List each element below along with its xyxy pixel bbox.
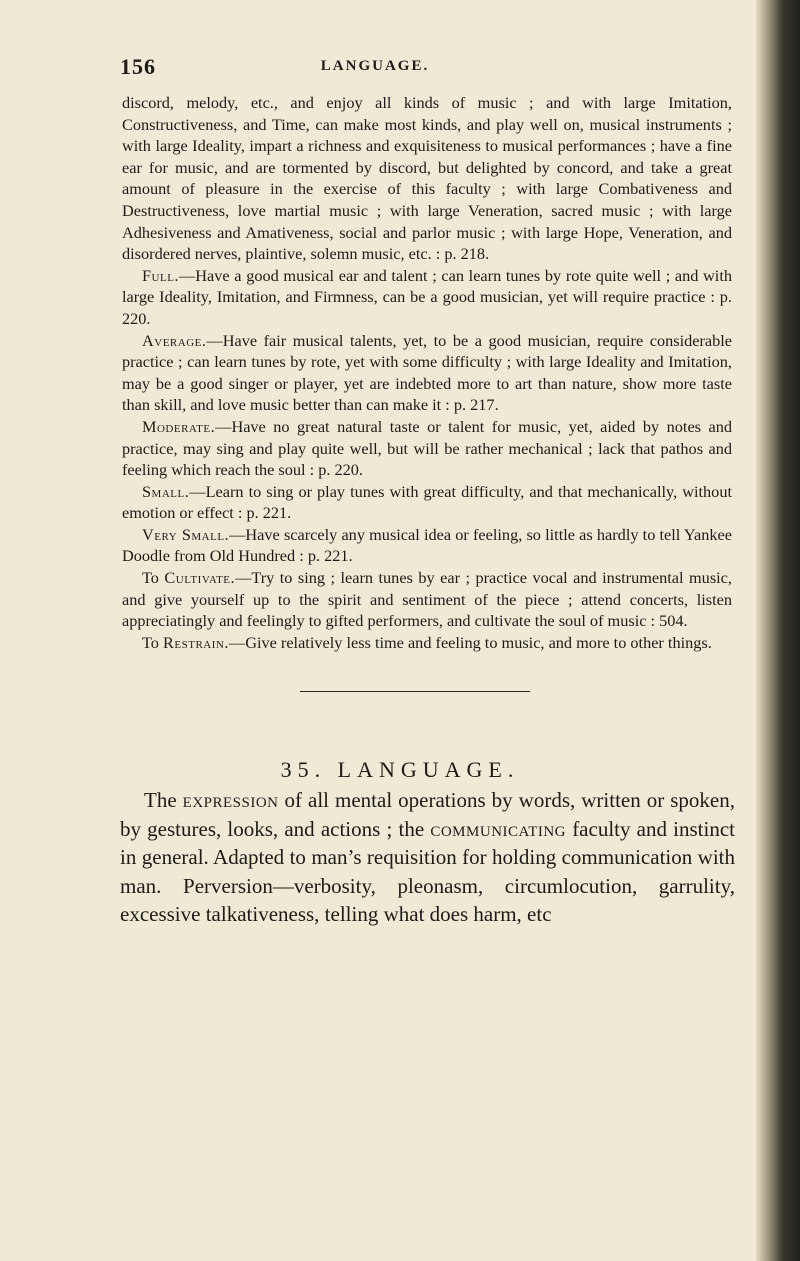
average-text: —Have fair musical talents, yet, to be a good musician, require considerable practice ; can learn tunes by rote, yet with some difficulty ; with large Ideality and Imitation, may be a good singer or player, yet are indebted more to art than nature, show more taste than skill, and love music better than can make it : p. 217.	[122, 330, 732, 415]
body-text	[122, 92, 732, 653]
page-binding-edge	[756, 0, 800, 1261]
cultivate-label: Cultivate.	[164, 568, 236, 588]
section-divider	[300, 691, 530, 692]
small-label: Small.	[142, 481, 190, 501]
moderate-text: —Have no great natural taste or talent for music, yet, aided by notes and practice, may sing and play quite well, but will be rather mechanical ; lack that pathos and feeling which reach the soul : p. 220.	[122, 416, 732, 480]
cultivate-to: To	[142, 568, 165, 588]
average-label: Average.	[142, 330, 207, 350]
full-label: Full.	[142, 265, 180, 285]
language-text-2: faculty and instinct in general. Adapted to man’s requisition for holding communication with man. Perversion—verbosity, pleonasm, circumlocution, garrulity, excessive talkativeness, telling what does harm, etc	[120, 816, 735, 926]
paragraph-language	[120, 786, 735, 929]
running-title: LANGUAGE.	[320, 58, 430, 74]
paragraph-small	[122, 481, 732, 524]
expression-label: expression	[182, 788, 279, 812]
paragraph-intro: discord, melody, etc., and enjoy all kinds of music ; and with large Imitation, Constructiveness, and Time, can make most kinds, and play well on, musical instruments ; with large Ideality, impart a richness and exquisiteness to musical performances ; have a fine ear for music, and are tormented by discord, but delighted by concord, and take a great amount of pleasure in the exercise of this faculty ; with large Combativeness and Destructiveness, love martial music ; with large Veneration, sacred music ; with large Adhesiveness and Amativeness, social and parlor music ; with large Hope, Veneration, and disordered nerves, plaintive, solemn music, etc. : p. 218.	[122, 93, 732, 264]
section-text	[120, 786, 735, 929]
paragraph-full	[122, 265, 732, 330]
restrain-text: —Give relatively less time and feeling to music, and more to other things.	[228, 632, 712, 652]
very-small-label: Very Small.	[142, 524, 230, 544]
full-text: —Have a good musical ear and talent ; can learn tunes by rote quite well ; and with large Ideality, Imitation, and Firmness, can be a good musician, yet will require practice : p. 220.	[122, 265, 732, 328]
paragraph-moderate	[122, 416, 732, 481]
restrain-label: Restrain.	[163, 632, 229, 652]
moderate-label: Moderate.	[142, 416, 216, 436]
paragraph-restrain	[122, 632, 732, 654]
language-text-1: of all mental operations by words, written or spoken, by gestures, looks, and actions ; the	[120, 788, 735, 841]
small-text: —Learn to sing or play tunes with great difficulty, and that mechanically, without emotion or effect : p. 221.	[122, 481, 732, 523]
restrain-to: To	[142, 632, 164, 652]
paragraph-very-small	[122, 524, 732, 567]
very-small-text: —Have scarcely any musical idea or feeling, so little as hardly to tell Yankee Doodle from Old Hundred : p. 221.	[122, 524, 732, 566]
paragraph-average	[122, 330, 732, 416]
section-heading: 35. LANGUAGE.	[280, 757, 520, 782]
language-the: The	[144, 788, 183, 812]
paragraph-cultivate	[122, 567, 732, 632]
page-number: 156	[120, 54, 156, 79]
communicating-label: communicating	[430, 816, 567, 841]
cultivate-text: —Try to sing ; learn tunes by ear ; practice vocal and instrumental music, and give yourself up to the spirit and sentiment of the piece ; attend concerts, listen appreciatingly and feelingly to gifted performers, and cultivate the soul of music : 504.	[122, 568, 732, 631]
